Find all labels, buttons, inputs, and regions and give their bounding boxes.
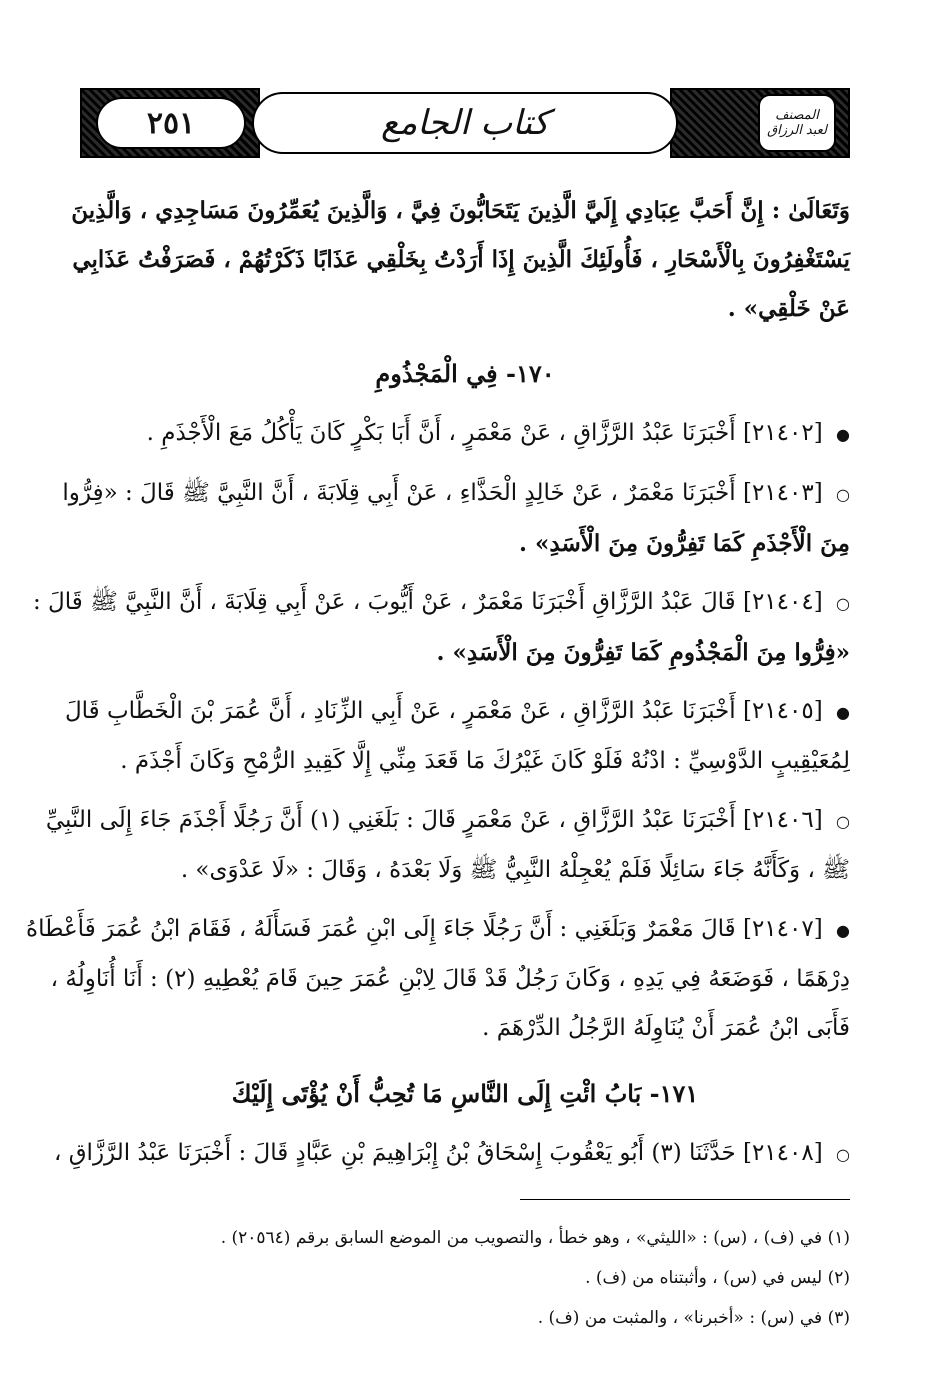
- footnote-1: (١) في (ف) ، (س) : «الليثي» ، وهو خطأ ، والتصويب من الموضع السابق برقم (٢٠٥٦٤) .: [220, 1228, 850, 1248]
- section-heading-171: ١٧١- بَابُ ائْتِ إِلَى النَّاسِ مَا تُحِبُّ أَنْ يُؤْتَى إِلَيْكَ: [231, 1079, 699, 1108]
- text-line: مِنَ الْأَجْذَمِ كَمَا تَفِرُّونَ مِنَ الْأَسَدِ» .: [519, 530, 850, 557]
- header-title-cartouche: [252, 92, 678, 154]
- text-line: [٢١٤٠٣] أَخْبَرَنَا مَعْمَرٌ ، عَنْ خَالِدٍ الْحَذَّاءِ ، عَنْ أَبِي قِلَابَةَ ، أَنَّ النَّبِيَّ ﷺ قَالَ : «فِرُّوا: [62, 480, 823, 506]
- footnote-divider: [520, 1199, 850, 1200]
- text-line: دِرْهَمًا ، فَوَضَعَهُ فِي يَدِهِ ، وَكَانَ رَجُلٌ قَدْ قَالَ لِابْنِ عُمَرَ حِينَ قَامَ يُعْطِيهِ (٢) : أَنَا أُنَاوِلُهُ ،: [50, 966, 850, 992]
- text-line: [٢١٤٠٨] حَدَّثَنَا (٣) أَبُو يَعْقُوبَ إِسْحَاقُ بْنُ إِبْرَاهِيمَ بْنِ عَبَّادٍ قَالَ : أَخْبَرَنَا عَبْدُ الرَّزَّاقِ ،: [53, 1140, 823, 1166]
- book-logo: [758, 94, 836, 152]
- text-line: وَتَعَالَىٰ : إِنَّ أَحَبَّ عِبَادِي إِلَيَّ الَّذِينَ يَتَحَابُّونَ فِيَّ ، وَالَّذِينَ يُعَمِّرُونَ مَسَاجِدِي ، وَالَّذِينَ: [71, 197, 850, 224]
- text-line: فَأَبَى ابْنُ عُمَرَ أَنْ يُنَاوِلَهُ الرَّجُلُ الدِّرْهَمَ .: [482, 1015, 850, 1041]
- bullet-hollow-icon: ○: [836, 812, 850, 831]
- bullet-hollow-icon: ○: [836, 594, 850, 613]
- page-number: ٢٥١: [146, 105, 196, 141]
- hadith-21406: [45, 796, 850, 895]
- hadith-21407: [26, 905, 850, 1053]
- text-line: ﷺ ، وَكَأَنَّهُ جَاءَ سَائِلًا فَلَمْ يُعْجِلْهُ النَّبِيُّ ﷺ وَلَا بَعْدَهُ ، وَقَالَ : «لَا عَدْوَى» .: [180, 857, 850, 883]
- text-line: يَسْتَغْفِرُونَ بِالْأَسْحَارِ ، فَأُولَئِكَ الَّذِينَ إِذَا أَرَدْتُ بِخَلْقِي عَذَابًا ذَكَرْتُهُمْ ، فَصَرَفْتُ عَذَابِي: [72, 246, 850, 273]
- bullet-filled-icon: ●: [836, 703, 850, 722]
- hadith-21405: [64, 687, 850, 786]
- intro-paragraph: [71, 186, 850, 333]
- hadith-21408: [53, 1129, 850, 1179]
- bullet-filled-icon: ●: [836, 921, 850, 940]
- text-line: [٢١٤٠٧] قَالَ مَعْمَرٌ وَبَلَغَنِي : أَنَّ رَجُلًا جَاءَ إِلَى ابْنِ عُمَرَ فَسَأَلَهُ ، فَقَامَ ابْنُ عُمَرَ فَأَعْطَاهُ: [26, 916, 823, 942]
- text-line: «فِرُّوا مِنَ الْمَجْذُومِ كَمَا تَفِرُّونَ مِنَ الْأَسَدِ» .: [436, 639, 850, 666]
- section-heading-170: ١٧٠- فِي الْمَجْذُومِ: [375, 359, 555, 388]
- hadith-21404: [33, 578, 850, 677]
- footnote-2: (٢) ليس في (س) ، وأثبتناه من (ف) .: [585, 1268, 850, 1288]
- text-line: [٢١٤٠٥] أَخْبَرَنَا عَبْدُ الرَّزَّاقِ ، عَنْ مَعْمَرٍ ، عَنْ أَبِي الزِّنَادِ ، أَنَّ عُمَرَ بْنَ الْخَطَّابِ قَالَ: [64, 698, 823, 724]
- text-line: [٢١٤٠٦] أَخْبَرَنَا عَبْدُ الرَّزَّاقِ ، عَنْ مَعْمَرٍ قَالَ : بَلَغَنِي (١) أَنَّ رَجُلًا أَجْذَمَ جَاءَ إِلَى النَّبِيِّ: [45, 807, 823, 833]
- footnote-3: (٣) في (س) : «أخبرنا» ، والمثبت من (ف) .: [537, 1308, 850, 1328]
- text-line: لِمُعَيْقِيبٍ الدَّوْسِيِّ : ادْنُهْ فَلَوْ كَانَ غَيْرُكَ مَا قَعَدَ مِنِّي إِلَّا كَقِيدِ الرُّمْحِ وَكَانَ أَجْذَمَ .: [120, 748, 850, 774]
- book-logo-line2: لعبد الرزاق: [767, 123, 827, 138]
- page-number-cartouche: [96, 97, 246, 149]
- bullet-hollow-icon: ○: [836, 1145, 850, 1164]
- page-header: [80, 88, 850, 158]
- chapter-title: كتاب الجامع: [380, 103, 550, 143]
- bullet-hollow-icon: ○: [836, 485, 850, 504]
- book-logo-line1: المصنف: [775, 108, 819, 123]
- hadith-21403: [62, 469, 850, 568]
- main-text: [26, 176, 850, 1179]
- bullet-filled-icon: ●: [836, 425, 850, 444]
- hadith-21402: [80, 409, 850, 459]
- text-line: عَنْ خَلْقِي» .: [727, 295, 850, 322]
- text-line: [٢١٤٠٢] أَخْبَرَنَا عَبْدُ الرَّزَّاقِ ، عَنْ مَعْمَرٍ ، أَنَّ أَبَا بَكْرٍ كَانَ يَأْكُلُ مَعَ الْأَجْذَمِ .: [146, 420, 823, 446]
- footnotes: [80, 1218, 850, 1338]
- text-line: [٢١٤٠٤] قَالَ عَبْدُ الرَّزَّاقِ أَخْبَرَنَا مَعْمَرٌ ، عَنْ أَيُّوبَ ، عَنْ أَبِي قِلَابَةَ ، أَنَّ النَّبِيَّ ﷺ قَالَ :: [33, 589, 823, 615]
